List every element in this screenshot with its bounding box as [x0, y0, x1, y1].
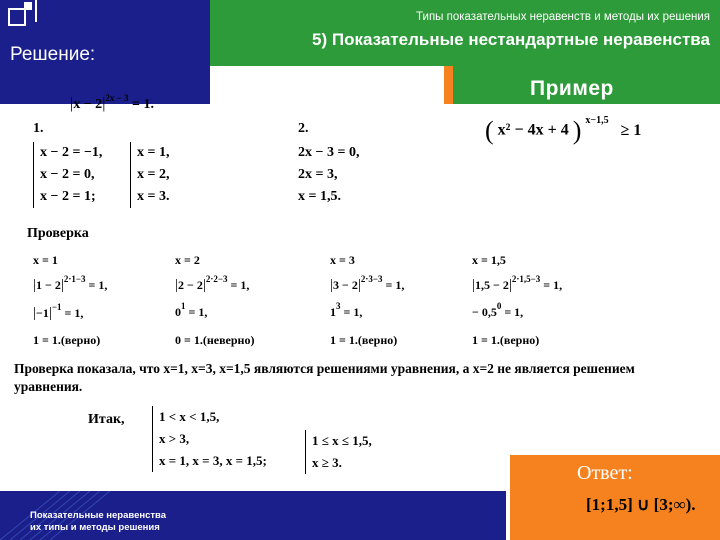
case1-right-system: [130, 142, 169, 208]
check-line1-rhs: = 1,: [385, 278, 405, 292]
case1-right-line: x = 3.: [137, 189, 170, 204]
problem-inequality: [485, 114, 642, 145]
corner-square-icon: [8, 8, 26, 26]
check-line1-rhs: = 1,: [543, 278, 563, 292]
check-line2-exp: 0: [496, 301, 502, 311]
check-line2-base: − 0,5: [472, 305, 497, 319]
check-line1-base: 1,5 − 2: [475, 278, 509, 292]
corner-square-small-icon: [24, 2, 32, 10]
check-line2-exp: −1: [51, 302, 62, 312]
check-verdict: (верно): [499, 333, 540, 347]
check-line2: [175, 301, 254, 334]
check-x: x = 1: [33, 253, 58, 267]
footer-title-line2: их типы и методы решения: [30, 522, 160, 533]
case1-left-line: x − 2 = 1;: [40, 189, 96, 204]
case1-left-line: x − 2 = 0,: [40, 167, 95, 182]
check-line2-base: 1: [330, 305, 336, 319]
final-system-2: [305, 430, 372, 474]
case2-line: 2x = 3,: [298, 167, 338, 182]
check-line1-exp: 2·3−3: [360, 274, 383, 284]
check-line1: $|2 - 2|^{2\cdot 2-3} = 1$,: [175, 274, 250, 293]
check-line2-rhs: = 1,: [188, 305, 208, 319]
check-result: [472, 334, 562, 346]
check-result-eq: 1 = 1.: [33, 333, 61, 347]
check-line2: [472, 301, 562, 334]
check-line2-rhs: = 1,: [504, 305, 524, 319]
check-column: [33, 254, 107, 346]
conclusion-text: Проверка показала, что x=1, x=3, x=1,5 являются решениями уравнения, а x=2 не является решением уравнения.: [14, 361, 635, 394]
problem-relation: ≥ 1: [620, 121, 642, 139]
header-subtitle: Типы показательных неравенств и методы их решения: [416, 11, 710, 23]
check-line1-base: 3 − 2: [333, 278, 358, 292]
final-system-2-line: 1 ≤ x ≤ 1,5,: [312, 433, 372, 448]
check-x: x = 2: [175, 253, 200, 267]
page-title: 5) Показательные нестандартные неравенства: [312, 30, 710, 49]
case1-eq-base: x − 2: [73, 97, 103, 112]
case1-eq-exp: 2x − 3: [105, 93, 129, 103]
corner-divider: [35, 0, 37, 22]
check-label: Проверка: [27, 226, 89, 241]
check-line1-base: 1 − 2: [36, 278, 61, 292]
paren-open-icon: (: [485, 116, 494, 145]
footer-title-line1: Показательные неравенства: [30, 510, 167, 521]
case2-line: x = 1,5.: [298, 189, 341, 204]
solution-label: Решение:: [10, 44, 96, 65]
check-result: [330, 334, 404, 346]
example-panel-accent: [444, 66, 453, 104]
check-line1-rhs: = 1,: [88, 278, 108, 292]
check-line1-exp: 2·2−3: [205, 274, 228, 284]
check-line2: $|-1|^{-1} = 1$,: [33, 302, 84, 321]
check-line2-rhs: = 1,: [64, 306, 84, 320]
check-line1: $|1,5 - 2|^{2\cdot 1,5-3} = 1$,: [472, 274, 563, 293]
answer-value: [1;1,5] ∪ [3;∞).: [586, 495, 696, 514]
check-line1-rhs: = 1,: [230, 278, 250, 292]
itak-label: Итак,: [88, 412, 125, 427]
check-x: x = 1,5: [472, 253, 506, 267]
check-column: [175, 254, 254, 346]
case2-lines: [298, 142, 359, 208]
check-line1: $|3 - 2|^{2\cdot 3-3} = 1$,: [330, 274, 405, 293]
case1-left-system: [33, 142, 102, 208]
check-result-eq: 0 = 1.: [175, 333, 203, 347]
check-line1-base: 2 − 2: [178, 278, 203, 292]
check-result: [175, 334, 254, 346]
case1-eq-rhs: = 1.: [132, 97, 155, 112]
check-verdict: (верно): [357, 333, 398, 347]
case1-equation: $|x - 2|^{2x - 3} = 1$.: [70, 93, 155, 112]
final-system-1: [152, 406, 267, 472]
check-line2-exp: 1: [181, 301, 186, 311]
final-system-1-line: x > 3,: [159, 431, 190, 446]
check-line1-exp: 2·1,5−3: [511, 274, 541, 284]
check-line2-exp: 3: [336, 301, 341, 311]
check-x: x = 3: [330, 253, 355, 267]
case1-right-line: x = 2,: [137, 167, 170, 182]
check-line2-base: 0: [175, 305, 181, 319]
check-line2-base: −1: [36, 306, 49, 320]
case2-number: 2.: [298, 121, 309, 136]
final-system-1-line: x = 1, x = 3, x = 1,5;: [159, 453, 267, 468]
check-line2: [330, 301, 404, 334]
check-result-eq: 1 = 1.: [472, 333, 500, 347]
final-system-2-line: x ≥ 3.: [312, 455, 342, 470]
case1-left-line: x − 2 = −1,: [40, 145, 103, 160]
case1-number: 1.: [33, 121, 44, 136]
check-result-eq: 1 = 1.: [330, 333, 358, 347]
problem-exponent: x−1,5: [585, 114, 609, 126]
problem-base: x² − 4x + 4: [497, 121, 569, 139]
check-line1-exp: 2·1−3: [63, 274, 86, 284]
check-line2-rhs: = 1,: [343, 305, 363, 319]
check-verdict: (верно): [60, 333, 101, 347]
example-label: Пример: [530, 77, 614, 100]
check-result: [33, 334, 107, 346]
check-column: [330, 254, 404, 346]
check-verdict: (неверно): [202, 333, 255, 347]
answer-label: Ответ:: [577, 462, 633, 484]
check-column: [472, 254, 562, 346]
case1-right-line: x = 1,: [137, 145, 170, 160]
check-line1: $|1 - 2|^{2\cdot 1-3} = 1$,: [33, 274, 108, 293]
paren-close-icon: ): [572, 116, 582, 145]
case2-line: 2x − 3 = 0,: [298, 145, 360, 160]
final-system-1-line: 1 < x < 1,5,: [159, 409, 220, 424]
